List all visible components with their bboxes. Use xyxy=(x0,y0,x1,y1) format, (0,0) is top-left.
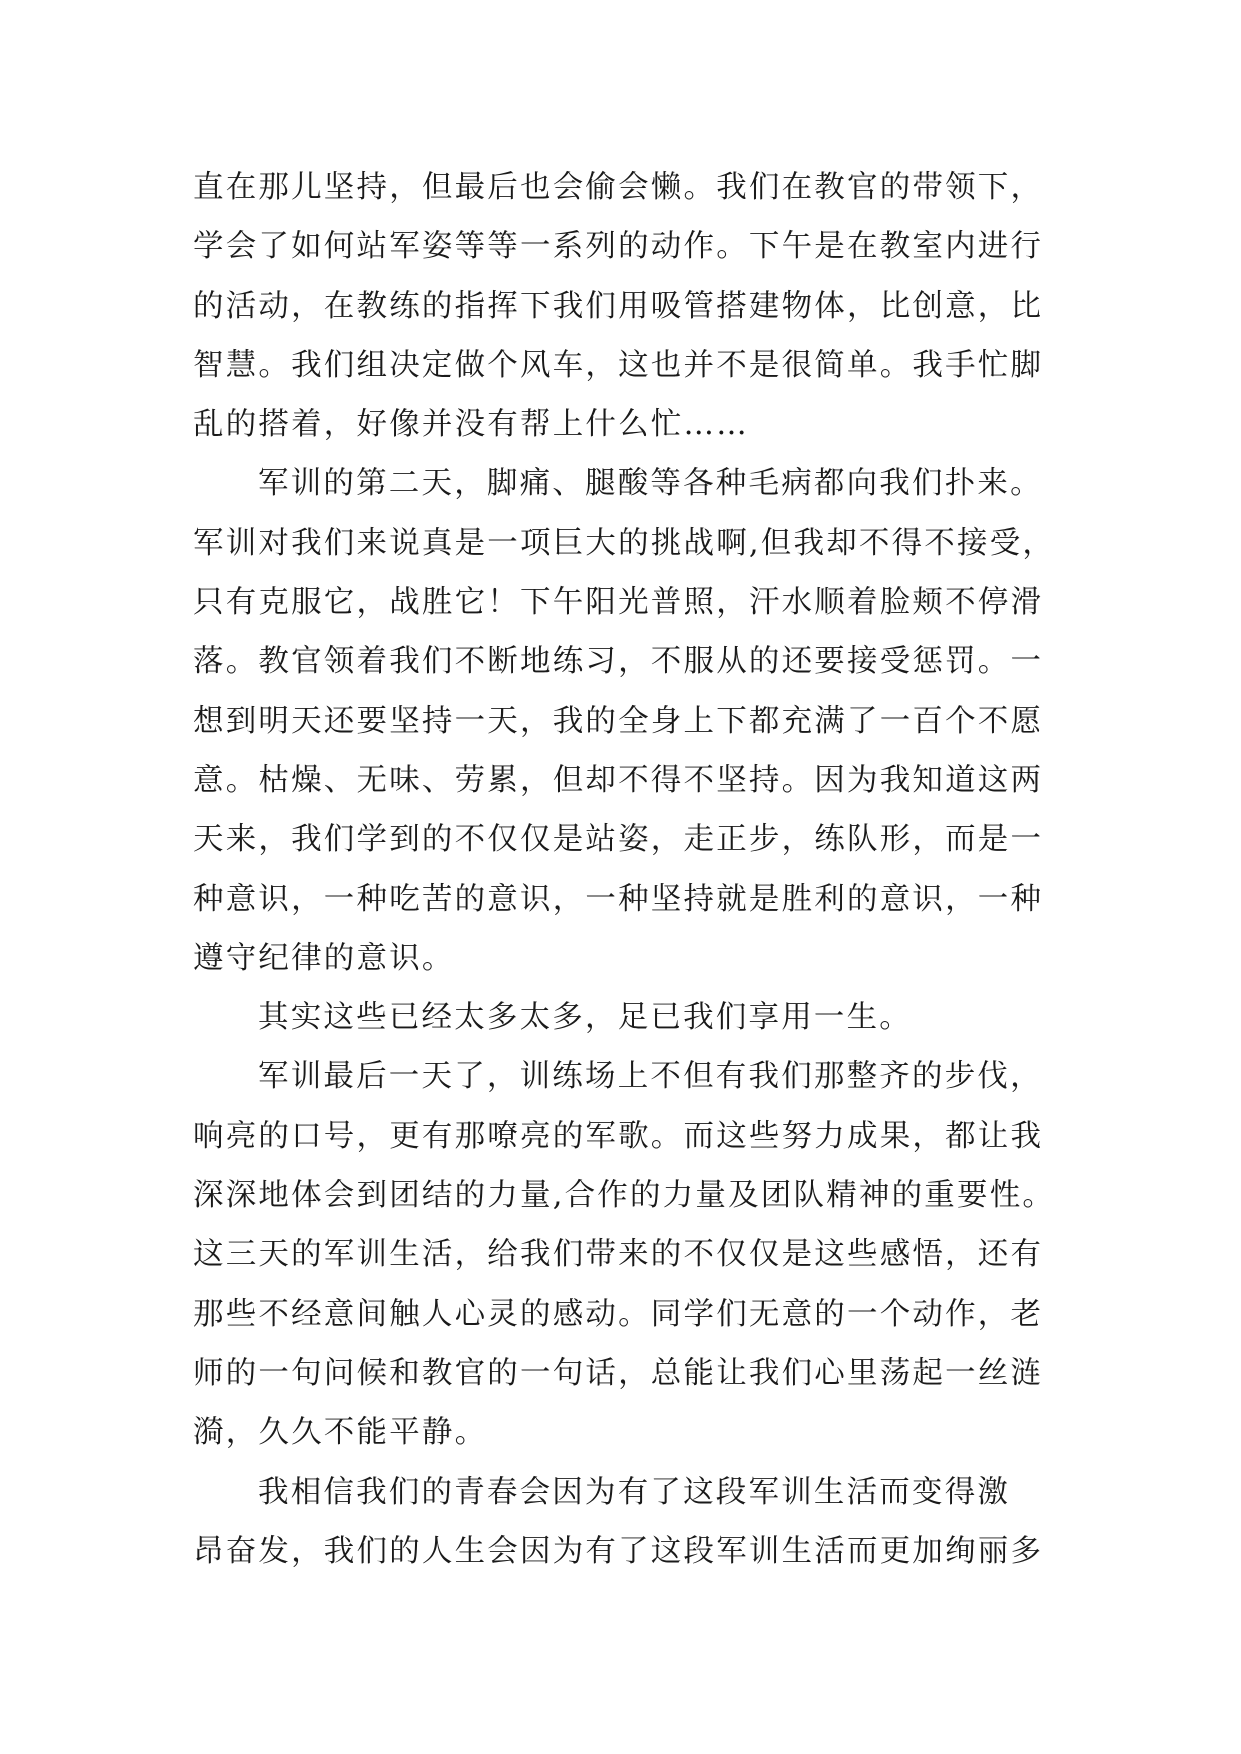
text-line: 种意识，一种吃苦的意识，一种坚持就是胜利的意识，一种 xyxy=(193,881,1044,917)
text-line: 我相信我们的青春会因为有了这段军训生活而变得激 xyxy=(258,1474,1011,1510)
text-line: 智慧。我们组决定做个风车，这也并不是很简单。我手忙脚 xyxy=(193,347,1044,383)
text-line: 深深地体会到团结的力量,合作的力量及团队精神的重要性。 xyxy=(193,1178,1056,1214)
text-line: 落。教官领着我们不断地练习，不服从的还要接受惩罚。一 xyxy=(193,644,1044,680)
text-line: 军训对我们来说真是一项巨大的挑战啊,但我却不得不接受， xyxy=(193,525,1056,561)
text-line: 的活动，在教练的指挥下我们用吸管搭建物体，比创意，比 xyxy=(193,288,1044,324)
text-line: 昂奋发，我们的人生会因为有了这段军训生活而更加绚丽多 xyxy=(193,1533,1044,1569)
text-line: 学会了如何站军姿等等一系列的动作。下午是在教室内进行 xyxy=(193,229,1044,265)
text-line: 漪，久久不能平静。 xyxy=(193,1415,488,1451)
text-line: 想到明天还要坚持一天，我的全身上下都充满了一百个不愿 xyxy=(193,703,1044,739)
text-line: 只有克服它，战胜它！下午阳光普照，汗水顺着脸颊不停滑 xyxy=(193,585,1044,621)
text-line: 师的一句问候和教官的一句话，总能让我们心里荡起一丝涟 xyxy=(193,1355,1044,1391)
text-line: 这三天的军训生活，给我们带来的不仅仅是这些感悟，还有 xyxy=(193,1237,1044,1273)
text-line: 军训最后一天了，训练场上不但有我们那整齐的步伐， xyxy=(258,1059,1043,1095)
text-line: 乱的搭着，好像并没有帮上什么忙…… xyxy=(193,407,749,443)
text-line: 响亮的口号，更有那嘹亮的军歌。而这些努力成果，都让我 xyxy=(193,1118,1044,1154)
text-line: 意。枯燥、无味、劳累，但却不得不坚持。因为我知道这两 xyxy=(193,762,1044,798)
text-line: 遵守纪律的意识。 xyxy=(193,940,455,976)
text-line: 军训的第二天，脚痛、腿酸等各种毛病都向我们扑来。 xyxy=(258,466,1043,502)
text-line: 直在那儿坚持，但最后也会偷会懒。我们在教官的带领下， xyxy=(193,170,1044,205)
text-line: 其实这些已经太多太多，足已我们享用一生。 xyxy=(258,1000,912,1036)
text-line: 那些不经意间触人心灵的感动。同学们无意的一个动作，老 xyxy=(193,1296,1044,1332)
text-line: 天来，我们学到的不仅仅是站姿，走正步，练队形，而是一 xyxy=(193,822,1044,858)
document-body xyxy=(193,158,1063,1581)
